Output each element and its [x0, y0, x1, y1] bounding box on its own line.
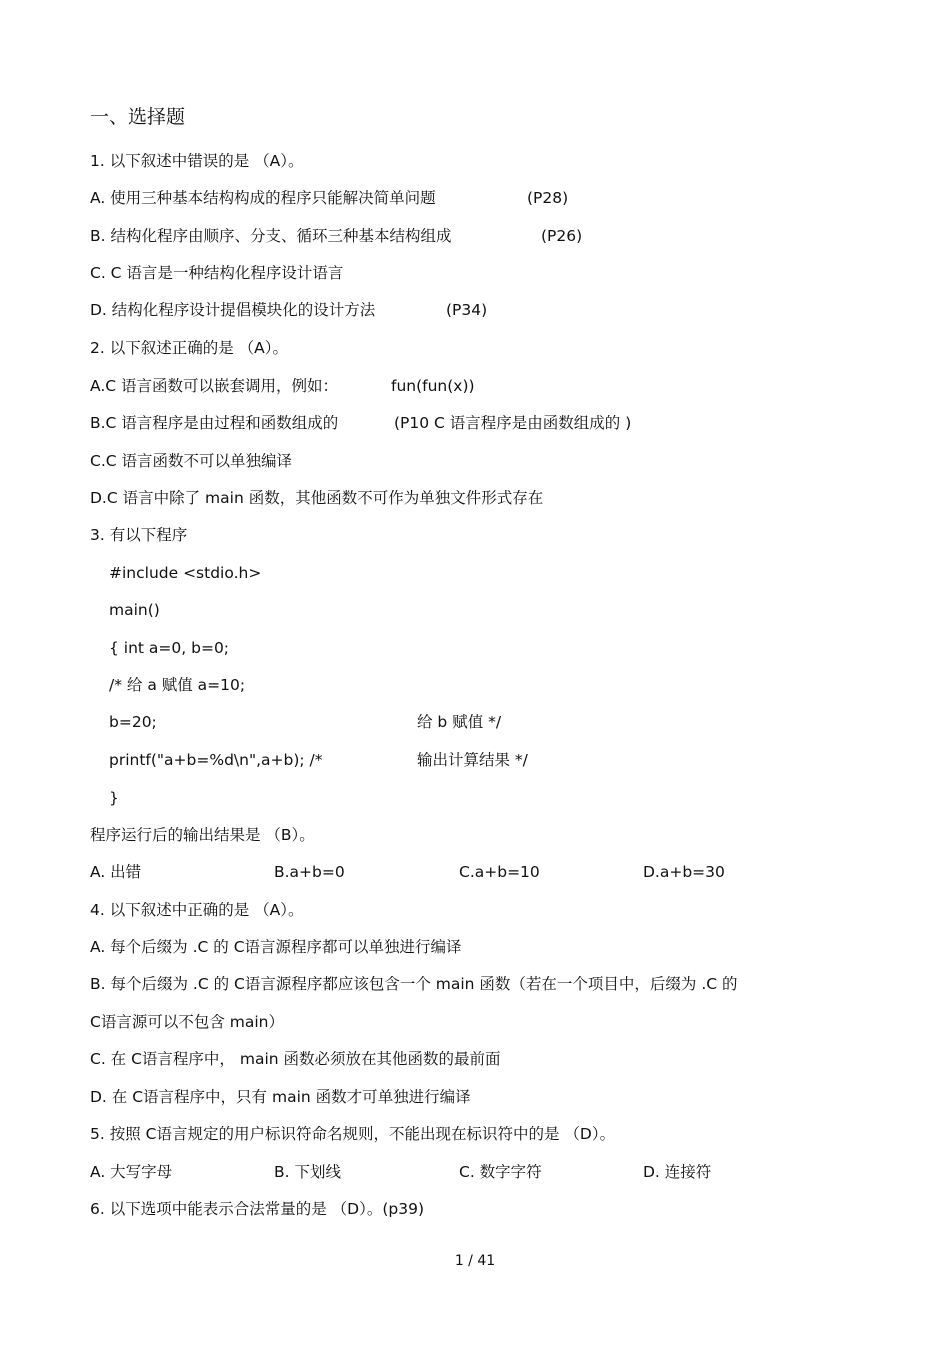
question-4-stem: 4. 以下叙述中正确的是 （A）。: [90, 901, 304, 919]
code-line-3: { int a=0, b=0;: [109, 639, 230, 657]
question-4-option-d: D. 在 C语言程序中，只有 main 函数才可单独进行编译: [90, 1088, 471, 1106]
question-1-option-a-ref: (P28): [527, 189, 569, 207]
question-5-option-b: B. 下划线: [274, 1163, 341, 1181]
question-3-option-a: A. 出错: [90, 863, 142, 881]
question-1-option-d: D. 结构化程序设计提倡模块化的设计方法: [90, 301, 376, 319]
question-1-stem: 1. 以下叙述中错误的是 （A）。: [90, 152, 304, 170]
question-3-stem: 3. 有以下程序: [90, 526, 188, 544]
question-6-stem: 6. 以下选项中能表示合法常量的是 （D）。(p39): [90, 1200, 424, 1218]
question-4-option-b-line-1: B. 每个后缀为 .C 的 C语言源程序都应该包含一个 main 函数（若在一个项目中，后缀为 .C 的: [90, 975, 738, 993]
question-1-option-d-ref: (P34): [446, 301, 488, 319]
question-2-option-d: D.C 语言中除了 main 函数，其他函数不可作为单独文件形式存在: [90, 489, 544, 507]
code-line-5-comment: 给 b 赋值 */: [417, 713, 502, 731]
code-line-6: printf("a+b=%d\n",a+b); /*: [109, 751, 323, 769]
question-1-option-c: C. C 语言是一种结构化程序设计语言: [90, 264, 344, 282]
question-1-option-b-ref: (P26): [541, 227, 583, 245]
question-2-option-b-note: (P10 C 语言程序是由函数组成的 ): [394, 414, 632, 432]
question-1-option-a: A. 使用三种基本结构构成的程序只能解决简单问题: [90, 189, 436, 207]
question-4-option-c: C. 在 C语言程序中， main 函数必须放在其他函数的最前面: [90, 1050, 501, 1068]
code-line-1: #include <stdio.h>: [109, 564, 262, 582]
question-2-option-b: B.C 语言程序是由过程和函数组成的: [90, 414, 339, 432]
question-4-option-b-line-2: C语言源可以不包含 main）: [90, 1013, 284, 1031]
section-title: 一、选择题: [90, 106, 186, 128]
code-line-6-comment: 输出计算结果 */: [417, 751, 528, 769]
question-3-result: 程序运行后的输出结果是 （B）。: [90, 826, 315, 844]
question-2-option-a: A.C 语言函数可以嵌套调用，例如：: [90, 377, 339, 395]
page-number: 1 / 41: [454, 1253, 496, 1269]
question-4-option-a: A. 每个后缀为 .C 的 C语言源程序都可以单独进行编译: [90, 938, 462, 956]
question-5-option-c: C. 数字字符: [459, 1163, 542, 1181]
code-line-5: b=20;: [109, 713, 157, 731]
code-line-2: main(): [109, 601, 160, 619]
question-5-stem: 5. 按照 C语言规定的用户标识符命名规则，不能出现在标识符中的是 （D）。: [90, 1125, 616, 1143]
question-5-option-a: A. 大写字母: [90, 1163, 173, 1181]
question-2-option-a-code: fun(fun(x)): [391, 377, 475, 395]
code-line-4: /* 给 a 赋值 a=10;: [109, 676, 246, 694]
question-3-option-b: B.a+b=0: [274, 863, 345, 881]
question-3-option-d: D.a+b=30: [643, 863, 725, 881]
code-line-7: }: [109, 789, 119, 807]
question-2-option-c: C.C 语言函数不可以单独编译: [90, 452, 293, 470]
question-1-option-b: B. 结构化程序由顺序、分支、循环三种基本结构组成: [90, 227, 452, 245]
question-5-option-d: D. 连接符: [643, 1163, 712, 1181]
question-3-option-c: C.a+b=10: [459, 863, 540, 881]
question-2-stem: 2. 以下叙述正确的是 （A）。: [90, 339, 288, 357]
